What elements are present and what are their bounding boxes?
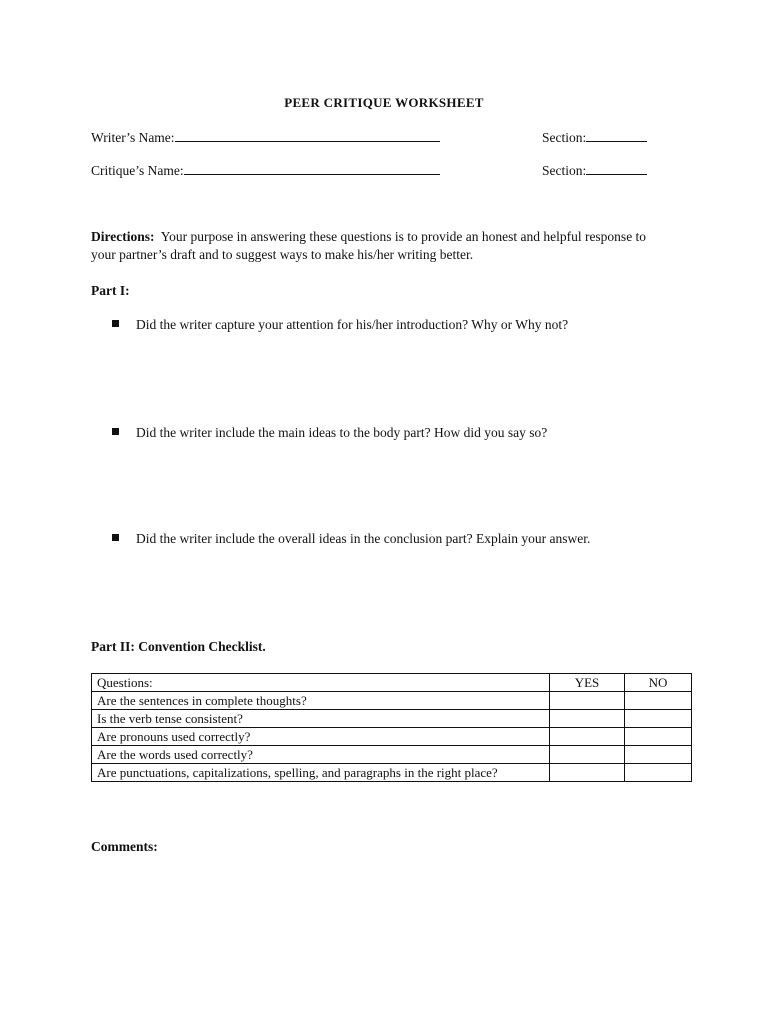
yes-cell[interactable] xyxy=(550,728,625,746)
writer-name-label: Writer’s Name: xyxy=(91,130,175,145)
writer-section-label: Section: xyxy=(542,130,587,145)
bullet-icon xyxy=(112,428,119,435)
writer-section-field[interactable] xyxy=(542,128,647,146)
part2-heading: Part II: Convention Checklist. xyxy=(91,639,266,654)
no-cell[interactable] xyxy=(625,746,692,764)
critique-name-blank[interactable] xyxy=(184,161,440,175)
question-text: Did the writer capture your attention for his/her introduction? Why or Why not? xyxy=(136,317,569,332)
header-no: NO xyxy=(625,674,692,692)
table-row xyxy=(92,728,692,746)
critique-section-blank[interactable] xyxy=(586,161,647,175)
directions-text: Your purpose in answering these questions is to provide an honest and helpful response to your partner’s draft and to suggest ways to make his/her writing better. xyxy=(91,229,647,262)
no-cell[interactable] xyxy=(625,710,692,728)
writer-name-blank[interactable] xyxy=(175,128,440,142)
table-row xyxy=(92,692,692,710)
bullet-icon xyxy=(112,534,119,541)
yes-cell[interactable] xyxy=(550,746,625,764)
directions-paragraph xyxy=(91,228,651,264)
table-row xyxy=(92,710,692,728)
question-text: Did the writer include the overall ideas in the conclusion part? Explain your answer. xyxy=(136,531,591,546)
row-question: Are the words used correctly? xyxy=(92,746,550,764)
critique-name-label: Critique’s Name: xyxy=(91,163,184,178)
header-questions: Questions: xyxy=(92,674,550,692)
critique-name-field[interactable] xyxy=(91,161,440,179)
row-question: Are punctuations, capitalizations, spelling, and paragraphs in the right place? xyxy=(92,764,550,782)
no-cell[interactable] xyxy=(625,728,692,746)
row-question: Are pronouns used correctly? xyxy=(92,728,550,746)
part1-heading: Part I: xyxy=(91,283,130,298)
comments-label: Comments: xyxy=(91,839,158,854)
header-yes: YES xyxy=(550,674,625,692)
writer-section-blank[interactable] xyxy=(586,128,647,142)
critique-section-field[interactable] xyxy=(542,161,647,179)
table-row xyxy=(92,746,692,764)
writer-name-field[interactable] xyxy=(91,128,440,146)
yes-cell[interactable] xyxy=(550,764,625,782)
yes-cell[interactable] xyxy=(550,710,625,728)
row-question: Is the verb tense consistent? xyxy=(92,710,550,728)
row-question: Are the sentences in complete thoughts? xyxy=(92,692,550,710)
bullet-icon xyxy=(112,320,119,327)
no-cell[interactable] xyxy=(625,692,692,710)
directions-label: Directions: xyxy=(91,229,155,244)
part1-question-2 xyxy=(112,425,547,441)
critique-section-label: Section: xyxy=(542,163,587,178)
no-cell[interactable] xyxy=(625,764,692,782)
convention-checklist-table xyxy=(91,673,692,782)
worksheet-title: PEER CRITIQUE WORKSHEET xyxy=(284,95,484,110)
table-row xyxy=(92,764,692,782)
question-text: Did the writer include the main ideas to the body part? How did you say so? xyxy=(136,425,548,440)
table-header-row xyxy=(92,674,692,692)
part1-question-3 xyxy=(112,531,590,547)
part1-question-1 xyxy=(112,317,568,333)
yes-cell[interactable] xyxy=(550,692,625,710)
